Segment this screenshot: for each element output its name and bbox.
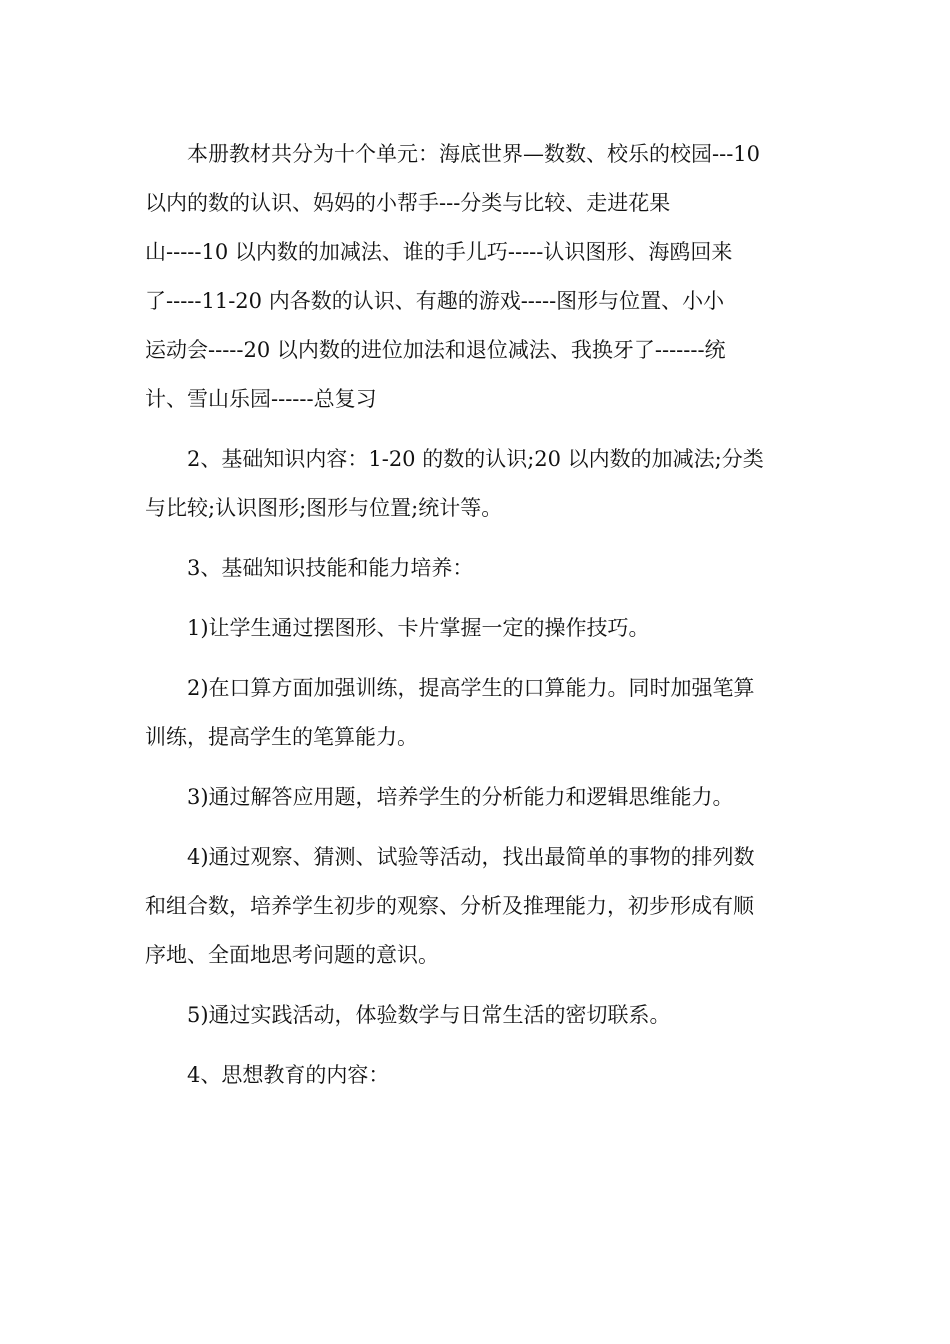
text-line: 山-----10 以内数的加减法、谁的手儿巧-----认识图形、海鸥回来 — [145, 240, 733, 264]
text-line: 和组合数，培养学生初步的观察、分析及推理能力，初步形成有顺 — [145, 894, 754, 918]
paragraph-units — [145, 130, 805, 424]
paragraph-item-4 — [145, 833, 805, 980]
text-line: 4)通过观察、猜测、试验等活动，找出最简单的事物的排列数 — [187, 845, 755, 869]
document-body — [145, 130, 805, 1111]
paragraph-item-3 — [145, 773, 805, 822]
text-line: 本册教材共分为十个单元：海底世界—数数、校乐的校园---10 — [187, 142, 761, 166]
paragraph-item-1 — [145, 604, 805, 653]
text-line: 4、思想教育的内容： — [187, 1063, 390, 1087]
text-line: 5)通过实践活动，体验数学与日常生活的密切联系。 — [187, 1003, 671, 1027]
paragraph-basic-knowledge — [145, 435, 805, 533]
text-line: 2)在口算方面加强训练，提高学生的口算能力。同时加强笔算 — [187, 676, 755, 700]
text-line: 计、雪山乐园------总复习 — [145, 387, 377, 411]
text-line: 与比较;认识图形;图形与位置;统计等。 — [145, 496, 503, 520]
paragraph-item-2 — [145, 664, 805, 762]
text-line: 运动会-----20 以内数的进位加法和退位减法、我换牙了-------统 — [145, 338, 726, 362]
text-line: 2、基础知识内容：1-20 的数的认识;20 以内数的加减法;分类 — [187, 447, 764, 471]
text-line: 3)通过解答应用题，培养学生的分析能力和逻辑思维能力。 — [187, 785, 734, 809]
text-line: 训练，提高学生的笔算能力。 — [145, 725, 418, 749]
text-line: 1)让学生通过摆图形、卡片掌握一定的操作技巧。 — [187, 616, 650, 640]
paragraph-moral-education-heading — [145, 1051, 805, 1100]
paragraph-skills-heading — [145, 544, 805, 593]
text-line: 以内的数的认识、妈妈的小帮手---分类与比较、走进花果 — [145, 191, 671, 215]
text-line: 序地、全面地思考问题的意识。 — [145, 943, 439, 967]
text-line: 了-----11-20 内各数的认识、有趣的游戏-----图形与位置、小小 — [145, 289, 725, 313]
text-line: 3、基础知识技能和能力培养： — [187, 556, 474, 580]
paragraph-item-5 — [145, 991, 805, 1040]
